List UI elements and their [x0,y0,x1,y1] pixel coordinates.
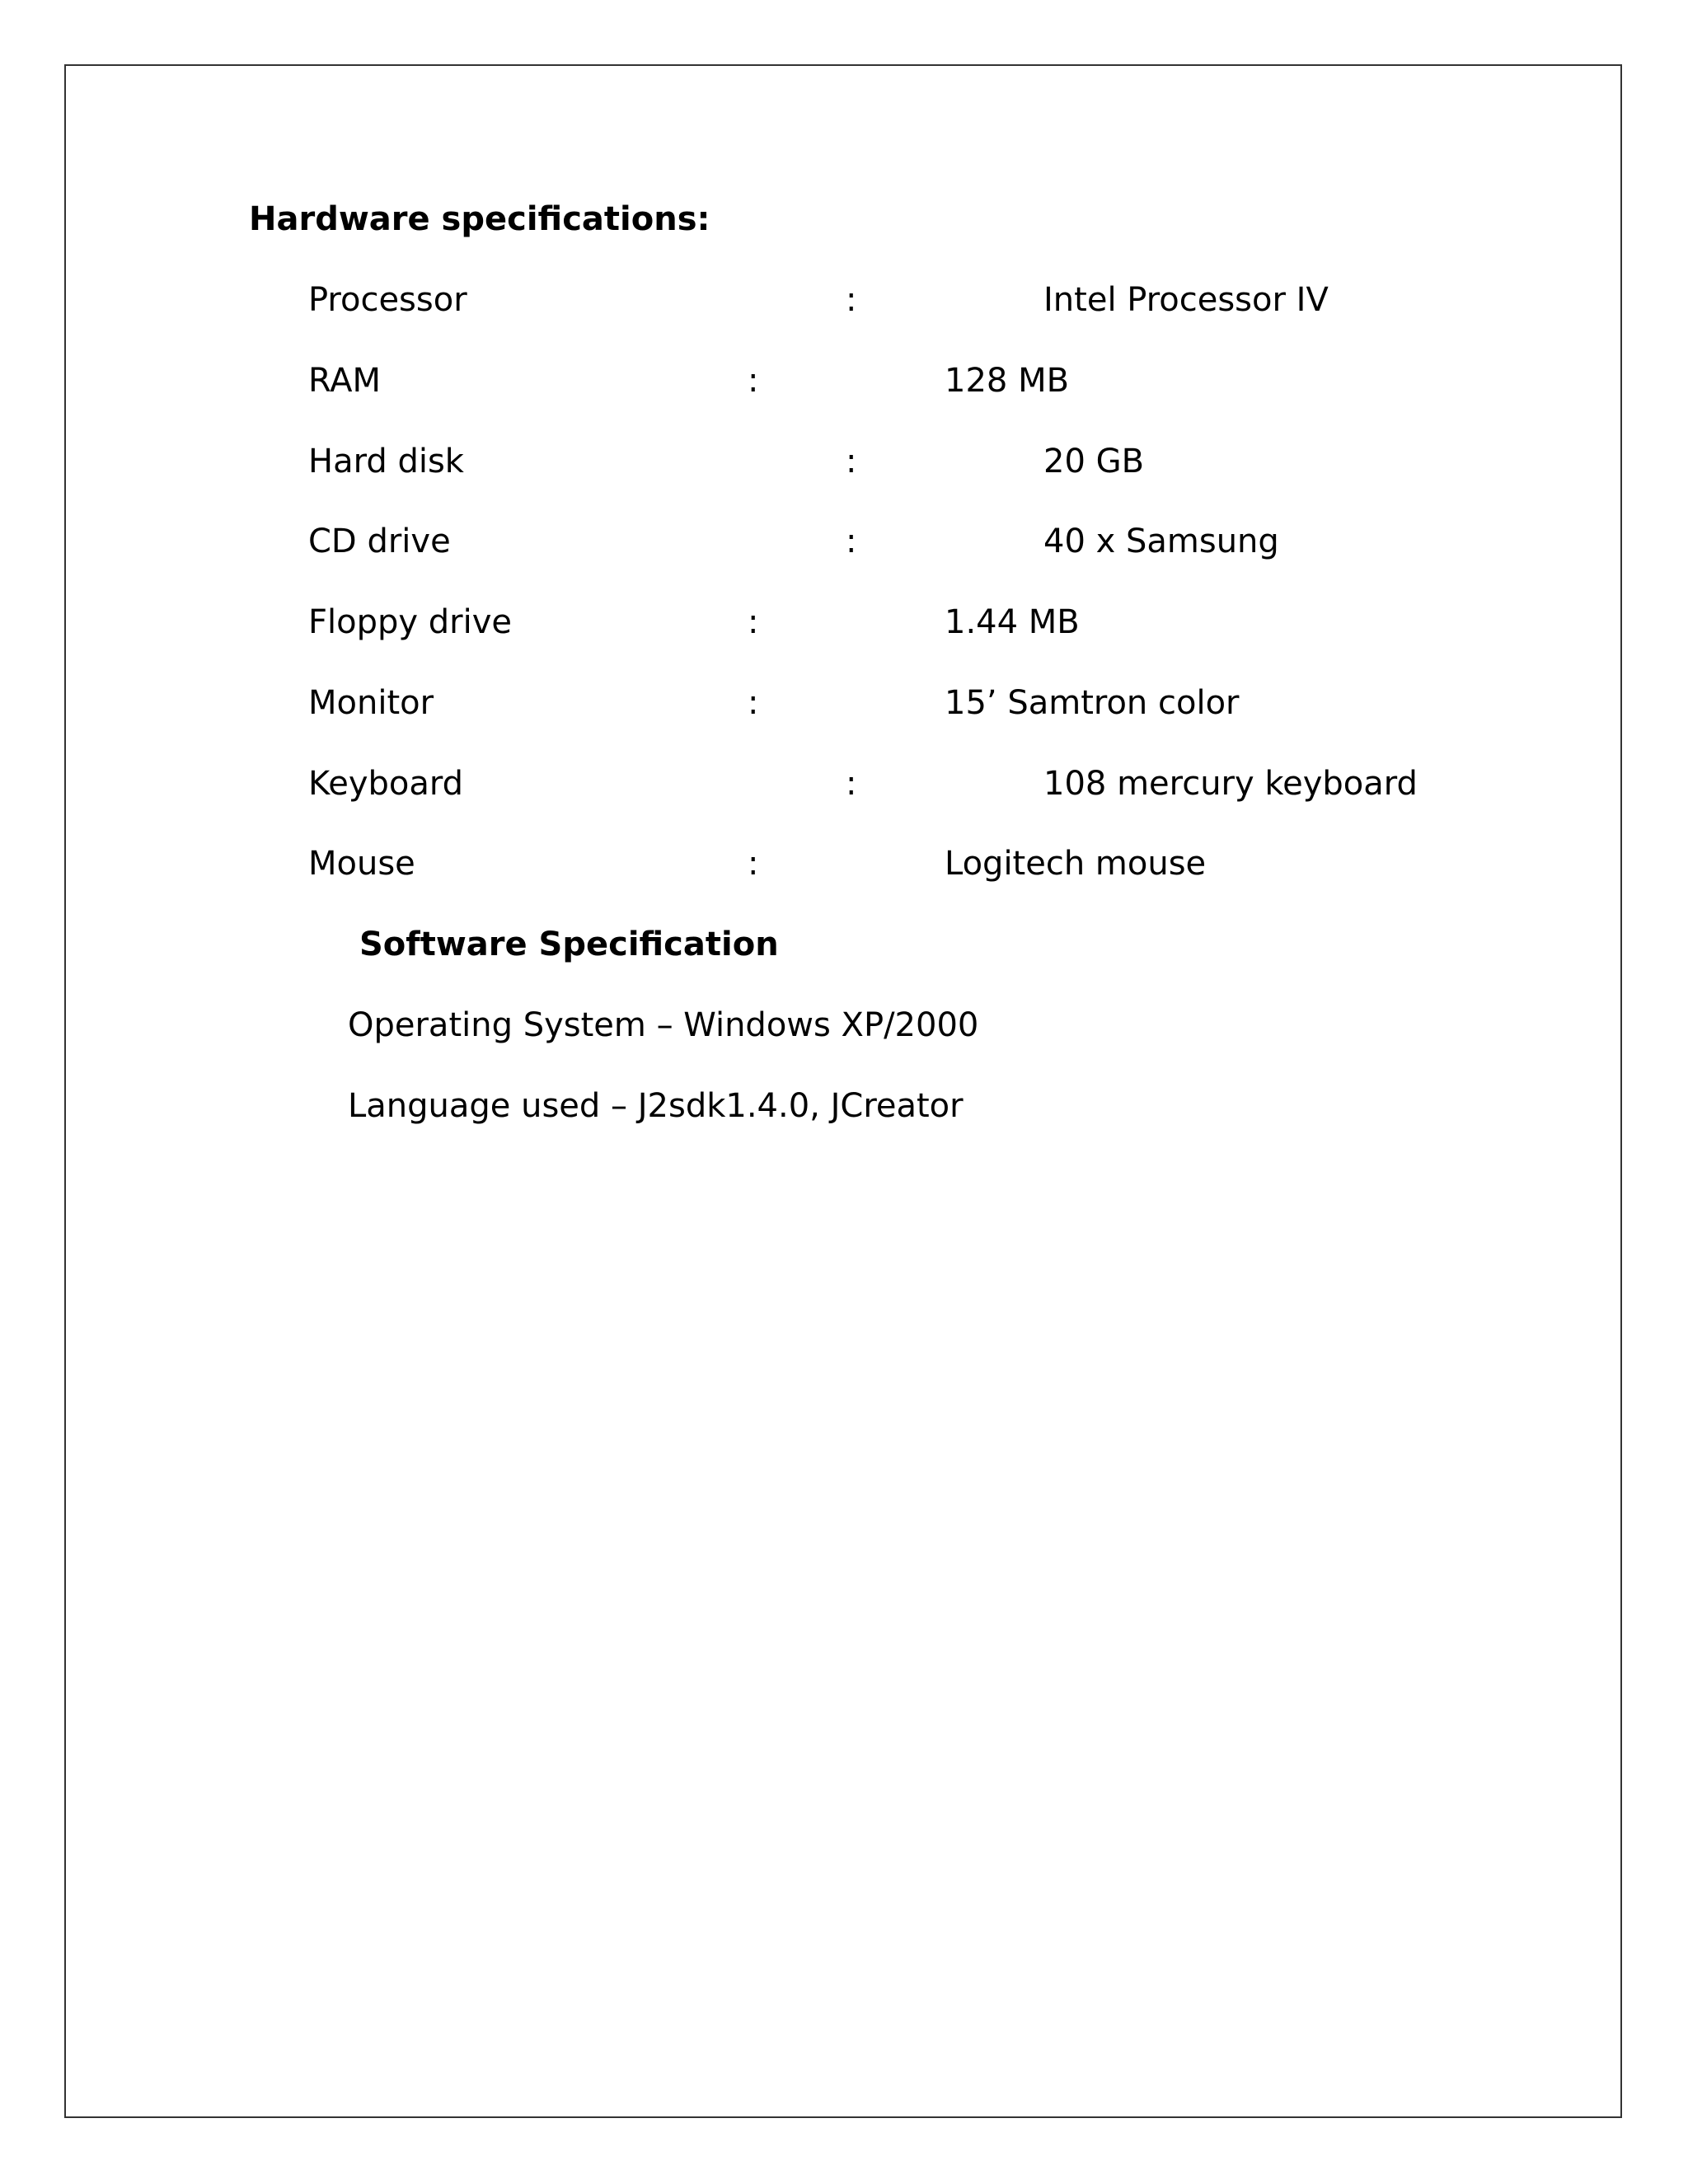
spec-value-floppy-drive: 1.44 MB [945,603,1080,641]
spec-separator: : [748,362,759,400]
spec-label-hard-disk: Hard disk [308,443,464,480]
spec-label-mouse: Mouse [308,845,415,883]
spec-label-monitor: Monitor [308,684,434,722]
spec-value-keyboard: 108 mercury keyboard [1043,765,1418,803]
spec-separator: : [846,281,857,319]
hardware-heading: Hardware specifications: [249,200,710,238]
spec-separator: : [748,845,759,883]
spec-value-hard-disk: 20 GB [1043,443,1145,480]
software-line-language: Language used – J2sdk1.4.0, JCreator [348,1087,964,1125]
spec-label-floppy-drive: Floppy drive [308,603,512,641]
spec-label-ram: RAM [308,362,382,400]
spec-separator: : [748,603,759,641]
software-line-os: Operating System – Windows XP/2000 [348,1006,979,1044]
spec-separator: : [846,443,857,480]
spec-label-keyboard: Keyboard [308,765,464,803]
spec-value-mouse: Logitech mouse [945,845,1207,883]
spec-value-cd-drive: 40 x Samsung [1043,523,1279,560]
spec-value-ram: 128 MB [945,362,1070,400]
spec-separator: : [846,765,857,803]
spec-value-monitor: 15’ Samtron color [945,684,1240,722]
spec-label-cd-drive: CD drive [308,523,451,560]
spec-separator: : [846,523,857,560]
spec-separator: : [748,684,759,722]
spec-value-processor: Intel Processor IV [1043,281,1329,319]
software-heading: Software Specification [359,926,779,963]
spec-label-processor: Processor [308,281,467,319]
